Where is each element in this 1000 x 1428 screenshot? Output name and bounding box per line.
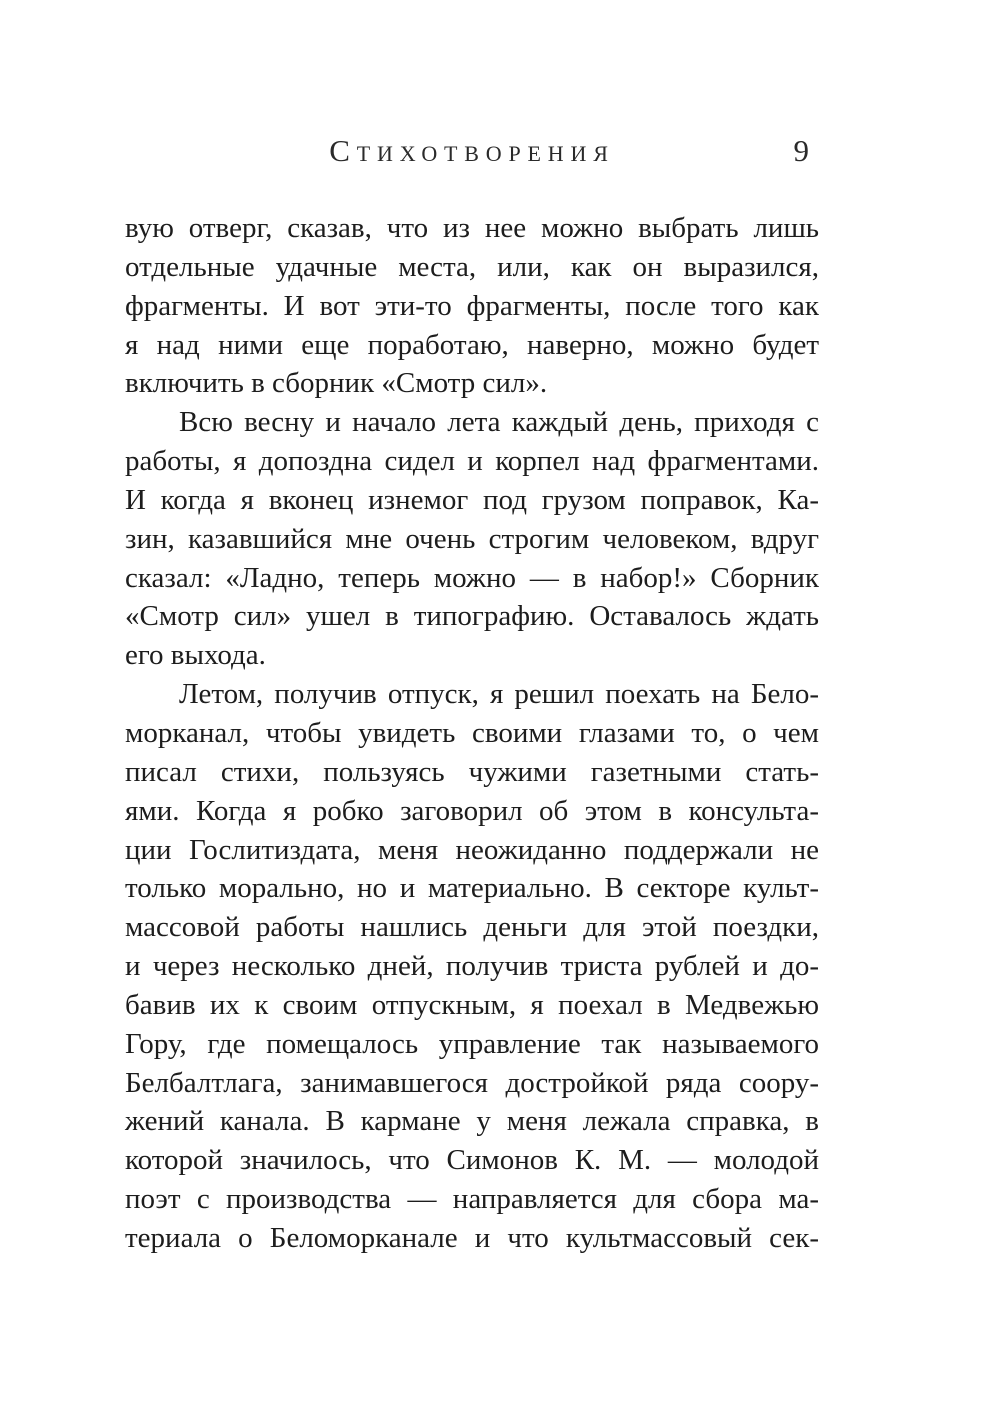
- page-number: 9: [793, 133, 809, 168]
- text-line: морканал, чтобы увидеть своими глазами то, о чем: [125, 716, 819, 749]
- text-line: его выхода.: [125, 639, 266, 672]
- text-line: Всю весну и начало лета каждый день, приходя с: [179, 406, 819, 439]
- body-text: [125, 209, 819, 1258]
- text-line: поэт с производства — направляется для сбора ма-: [125, 1183, 819, 1216]
- text-line: которой значилось, что Симонов К. М. — молодой: [125, 1144, 819, 1177]
- text-line: «Смотр сил» ушел в типографию. Оставалось ждать: [125, 600, 819, 633]
- text-line: я над ними еще поработаю, наверно, можно будет: [125, 328, 819, 361]
- text-line: массовой работы нашлись деньги для этой поездки,: [125, 911, 819, 944]
- text-line: вую отверг, сказав, что из нее можно выбрать лишь: [125, 212, 819, 244]
- page-header: [125, 130, 819, 172]
- text-line: жений канала. В кармане у меня лежала справка, в: [125, 1105, 819, 1138]
- text-line: ями. Когда я робко заговорил об этом в консульта-: [125, 794, 819, 827]
- text-line: сказал: «Ладно, теперь можно — в набор!» Сборник: [125, 561, 819, 594]
- text-line: фрагменты. И вот эти-то фрагменты, после того как: [125, 289, 819, 322]
- running-title: Стихотворения: [329, 133, 615, 168]
- text-line: зин, казавшийся мне очень строгим человеком, вдруг: [125, 522, 819, 555]
- text-line: работы, я допоздна сидел и корпел над фрагментами.: [125, 445, 819, 478]
- text-line: Белбалтлага, занимавшегося достройкой ряда соору-: [125, 1066, 819, 1099]
- text-line: включить в сборник «Смотр сил».: [125, 367, 548, 400]
- text-line: Гору, где помещалось управление так называемого: [125, 1027, 819, 1060]
- text-line: и через несколько дней, получив триста рублей и до-: [125, 950, 819, 983]
- text-line: ции Гослитиздата, меня неожиданно поддержали не: [125, 833, 819, 866]
- text-line: Летом, получив отпуск, я решил поехать на Бело-: [179, 678, 819, 711]
- text-line: териала о Беломорканале и что культмассовый сек-: [125, 1221, 819, 1254]
- text-line: только морально, но и материально. В секторе культ-: [125, 872, 819, 905]
- text-line: бавив их к своим отпускным, я поехал в Медвежью: [125, 988, 819, 1021]
- text-line: отдельные удачные места, или, как он выразился,: [125, 250, 819, 283]
- text-line: писал стихи, пользуясь чужими газетными стать-: [125, 755, 819, 788]
- text-line: И когда я вконец изнемог под грузом поправок, Ка-: [125, 483, 819, 516]
